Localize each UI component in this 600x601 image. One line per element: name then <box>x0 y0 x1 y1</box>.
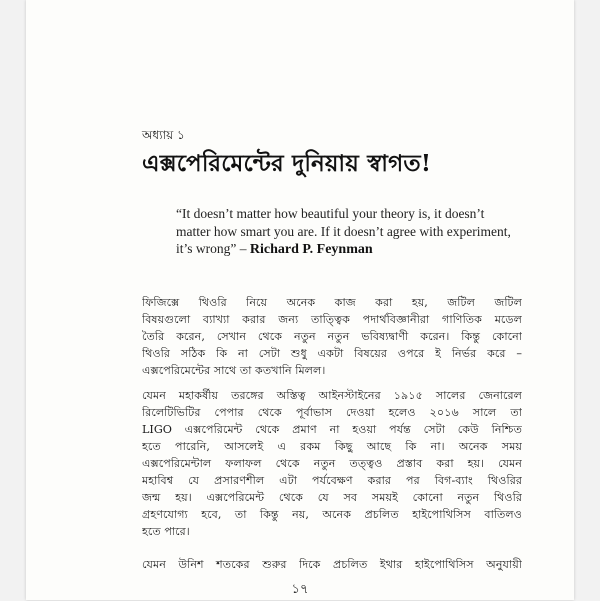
paragraph-line: হতে পারেনি, আসলেই এ রকম কিছু আছে কি না। অনেক সময় <box>142 440 522 453</box>
quote-text: “It doesn’t matter how beautiful your theory is, it doesn’t matter how smart you are. If it doesn’t agree with experiment, it’s wrong” – <box>176 206 511 256</box>
paragraph-3 <box>142 556 522 573</box>
chapter-title: এক্সপেরিমেন্টের দুনিয়ায় স্বাগত! <box>142 150 432 177</box>
chapter-label: অধ্যায় ১ <box>142 128 185 142</box>
quote-author: Richard P. Feynman <box>249 242 373 257</box>
paragraph-line: এক্সপেরিমেন্টাল ফলাফল থেকে নতুন তত্ত্বও প্রস্তাব করা হয়। যেমন <box>142 457 522 470</box>
paragraph-line: যেমন মহাকর্ষীয় তরঙ্গের অস্তিত্ব আইনস্টাইনের ১৯১৫ সালের জেনারেল <box>142 389 522 402</box>
paragraph-1 <box>142 294 522 379</box>
paragraph-line: রিলেটিভিটির পেপার থেকে পূর্বাভাস দেওয়া হলেও ২০১৬ সালে তা <box>142 406 522 419</box>
paragraph-line: LIGO এক্সপেরিমেন্ট থেকে প্রমাণ না হওয়া পর্যন্ত সেটা কেউ নিশ্চিত <box>142 423 522 436</box>
paragraph-2 <box>142 387 522 540</box>
epigraph-quote <box>176 205 516 259</box>
paragraph-line: বিষয়গুলো ব্যাখ্যা করার জন্য তাত্ত্বিক পদার্থবিজ্ঞানীরা গাণিতিক মডেল <box>142 313 522 326</box>
paragraph-line: গ্রহণযোগ্য হবে, তা কিন্তু নয়, অনেক প্রচলিত হাইপোথিসিস বাতিলও <box>142 508 522 521</box>
paragraph-line: মহাবিশ্ব যে প্রসারণশীল এটা পর্যবেক্ষণ করার পর বিগ-ব্যাং থিওরির <box>142 474 522 487</box>
paragraph-line: যেমন উনিশ শতকের শুরুর দিকে প্রচলিত ইথার হাইপোথিসিস অনুযায়ী <box>142 558 522 571</box>
paragraph-line: এক্সপেরিমেন্টের সাথে তা কতখানি মিলল। <box>142 364 326 377</box>
paragraph-line: হতে পারে। <box>142 525 190 538</box>
paragraph-line: জন্ম হয়। এক্সপেরিমেন্ট থেকে যে সব সময়ই কোনো নতুন থিওরি <box>142 491 522 504</box>
book-page <box>26 0 574 600</box>
paragraph-line: তৈরি করেন, সেখান থেকে নতুন নতুন ভবিষ্যদ্বাণী করেন। কিন্তু কোনো <box>142 330 522 343</box>
paragraph-line: ফিজিক্সে থিওরি নিয়ে অনেক কাজ করা হয়, জটিল জটিল <box>142 296 522 309</box>
paragraph-line: থিওরি সঠিক কি না সেটা শুধু একটা বিষয়ের ওপরে ই নির্ভর করে – <box>142 347 522 360</box>
page-number: ১৭ <box>291 582 309 597</box>
